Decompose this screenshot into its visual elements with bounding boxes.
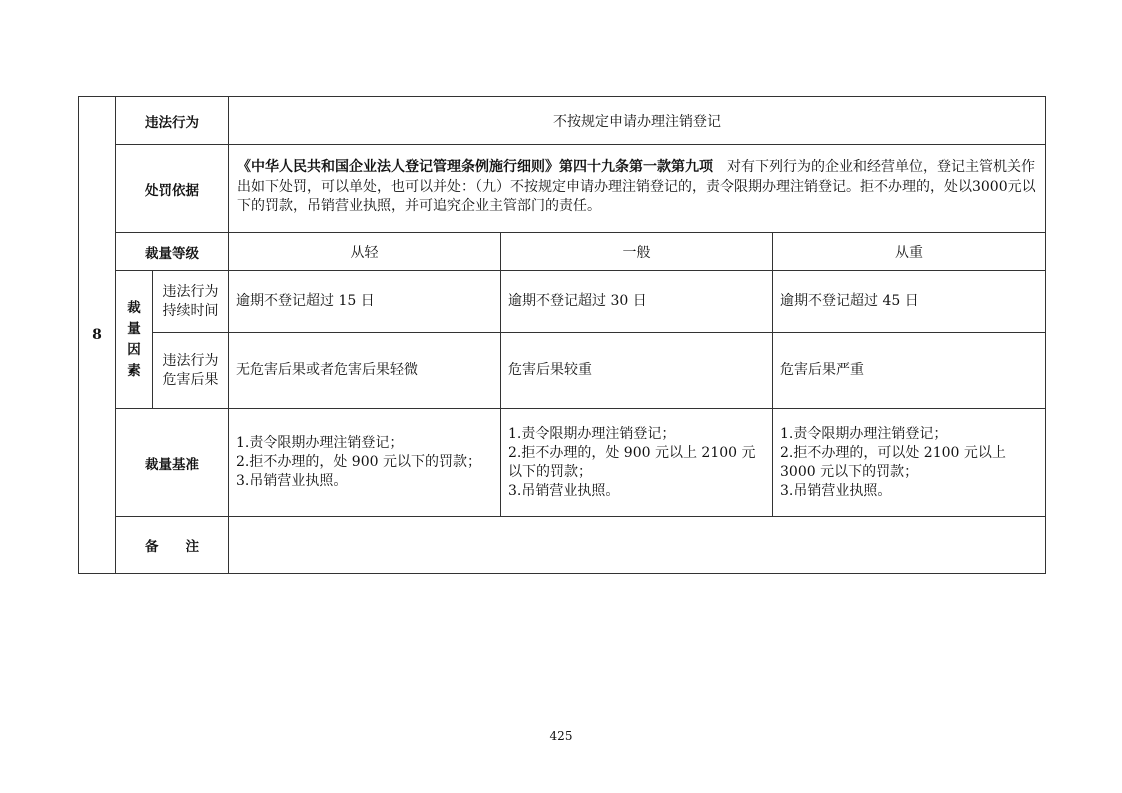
row-number: 8 <box>79 97 116 574</box>
discretion-standard-table <box>78 96 1046 574</box>
remarks-row <box>79 517 1046 574</box>
violation-row <box>79 97 1046 145</box>
remarks-value <box>229 517 1046 574</box>
standard-normal-line: 1.责令限期办理注销登记； <box>508 425 676 442</box>
violation-value: 不按规定申请办理注销登记 <box>229 97 1046 145</box>
consequence-label: 违法行为危害后果 <box>153 333 229 409</box>
duration-light: 逾期不登记超过 15 日 <box>229 271 501 333</box>
page-number: 425 <box>549 729 573 743</box>
standard-light <box>229 409 501 517</box>
duration-row <box>79 271 1046 333</box>
grades-row <box>79 233 1046 271</box>
consequence-light: 无危害后果或者危害后果轻微 <box>229 333 501 409</box>
standard-light-line: 1.责令限期办理注销登记； <box>236 435 404 451</box>
consequence-row <box>79 333 1046 409</box>
duration-heavy: 逾期不登记超过 45 日 <box>773 271 1046 333</box>
duration-label: 违法行为持续时间 <box>153 271 229 333</box>
consequence-normal: 危害后果较重 <box>501 333 773 409</box>
basis-text: 对有下列行为的企业和经营单位，登记主管机关作出如下处罚，可以单处，也可以并处：（九）不按规定申请办理注销登记的，责令限期办理注销登记。拒不办理的，处以3000元以下的罚款，吊销营业执照，并可追究企业主管部门的责任。 <box>237 159 1036 215</box>
basis-label: 处罚依据 <box>116 145 229 233</box>
standard-heavy <box>773 409 1046 517</box>
standard-label: 裁量基准 <box>116 409 229 517</box>
standard-heavy-line: 2.拒不办理的，可以处 2100 元以上 3000 元以下的罚款； <box>780 444 1006 480</box>
standard-row <box>79 409 1046 517</box>
basis-title: 《中华人民共和国企业法人登记管理条例施行细则》第四十九条第一款第九项 <box>237 159 713 176</box>
standard-heavy-line: 3.吊销营业执照。 <box>780 482 892 499</box>
grade-normal: 一般 <box>501 233 773 271</box>
duration-normal: 逾期不登记超过 30 日 <box>501 271 773 333</box>
standard-heavy-line: 1.责令限期办理注销登记； <box>780 425 948 442</box>
grade-light: 从轻 <box>229 233 501 271</box>
standard-light-line: 2.拒不办理的，处 900 元以下的罚款； <box>236 454 481 470</box>
factors-group-label: 裁量因素 <box>116 271 153 409</box>
basis-row <box>79 145 1046 233</box>
standard-normal-line: 2.拒不办理的，处 900 元以上 2100 元以下的罚款； <box>508 444 756 480</box>
remarks-label: 备 注 <box>116 517 229 574</box>
grades-label: 裁量等级 <box>116 233 229 271</box>
standard-normal <box>501 409 773 517</box>
basis-content <box>229 145 1046 233</box>
consequence-heavy: 危害后果严重 <box>773 333 1046 409</box>
violation-label: 违法行为 <box>116 97 229 145</box>
standard-normal-line: 3.吊销营业执照。 <box>508 482 620 499</box>
standard-light-line: 3.吊销营业执照。 <box>236 473 348 489</box>
grade-heavy: 从重 <box>773 233 1046 271</box>
